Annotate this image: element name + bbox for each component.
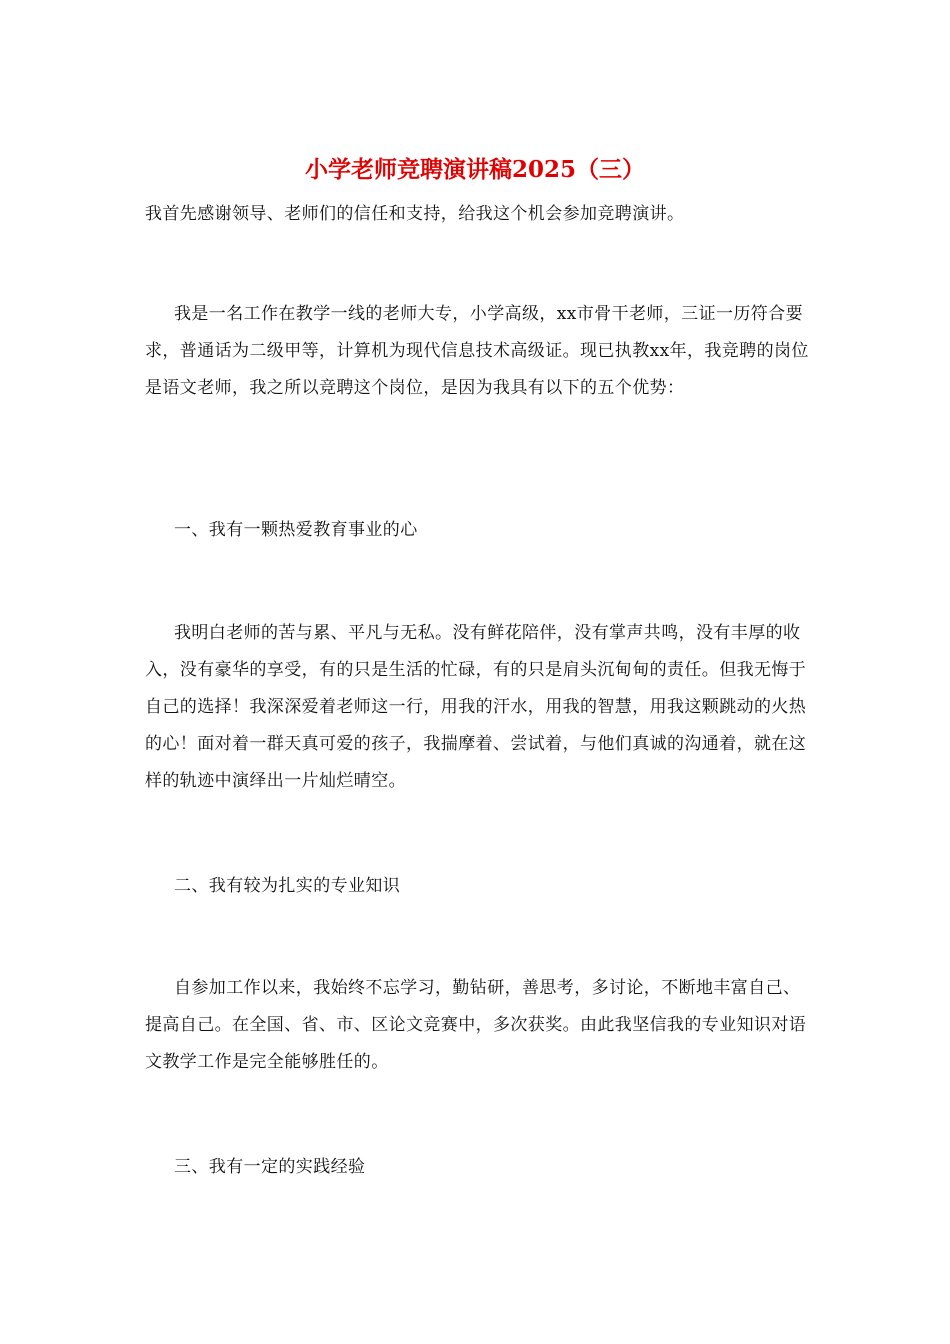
paragraph-advantage-1: 我明白老师的苦与累、平凡与无私。没有鲜花陪伴，没有掌声共鸣，没有丰厚的收入，没有豪华的享受，有的只是生活的忙碌，有的只是肩头沉甸甸的责任。但我无悔于自己的选择！我深深爱着老师这一行，用我的汗水，用我的智慧，用我这颗跳动的火热的心！面对着一群天真可爱的孩子，我揣摩着、尝试着，与他们真诚的沟通着，就在这样的轨迹中演绎出一片灿烂晴空。 [145, 623, 807, 791]
heading-advantage-2: 二、我有较为扎实的专业知识 [174, 876, 401, 896]
heading-advantage-1: 一、我有一颗热爱教育事业的心 [174, 520, 418, 540]
paragraph-qualifications: 我是一名工作在教学一线的老师大专，小学高级，xx市骨干老师，三证一历符合要求，普通话为二级甲等，计算机为现代信息技术高级证。现已执教xx年，我竞聘的岗位是语文老师，我之所以竞聘这个岗位，是因为我具有以下的五个优势： [145, 304, 809, 398]
intro-paragraph: 我首先感谢领导、老师们的信任和支持，给我这个机会参加竞聘演讲。 [145, 204, 685, 224]
heading-advantage-3: 三、我有一定的实践经验 [174, 1157, 366, 1177]
document-title: 小学老师竞聘演讲稿2025（三） [304, 156, 645, 183]
paragraph-advantage-2: 自参加工作以来，我始终不忘学习，勤钻研，善思考，多讨论，不断地丰富自己、提高自己。在全国、省、市、区论文竞赛中，多次获奖。由此我坚信我的专业知识对语文教学工作是完全能够胜任的。 [145, 978, 807, 1072]
